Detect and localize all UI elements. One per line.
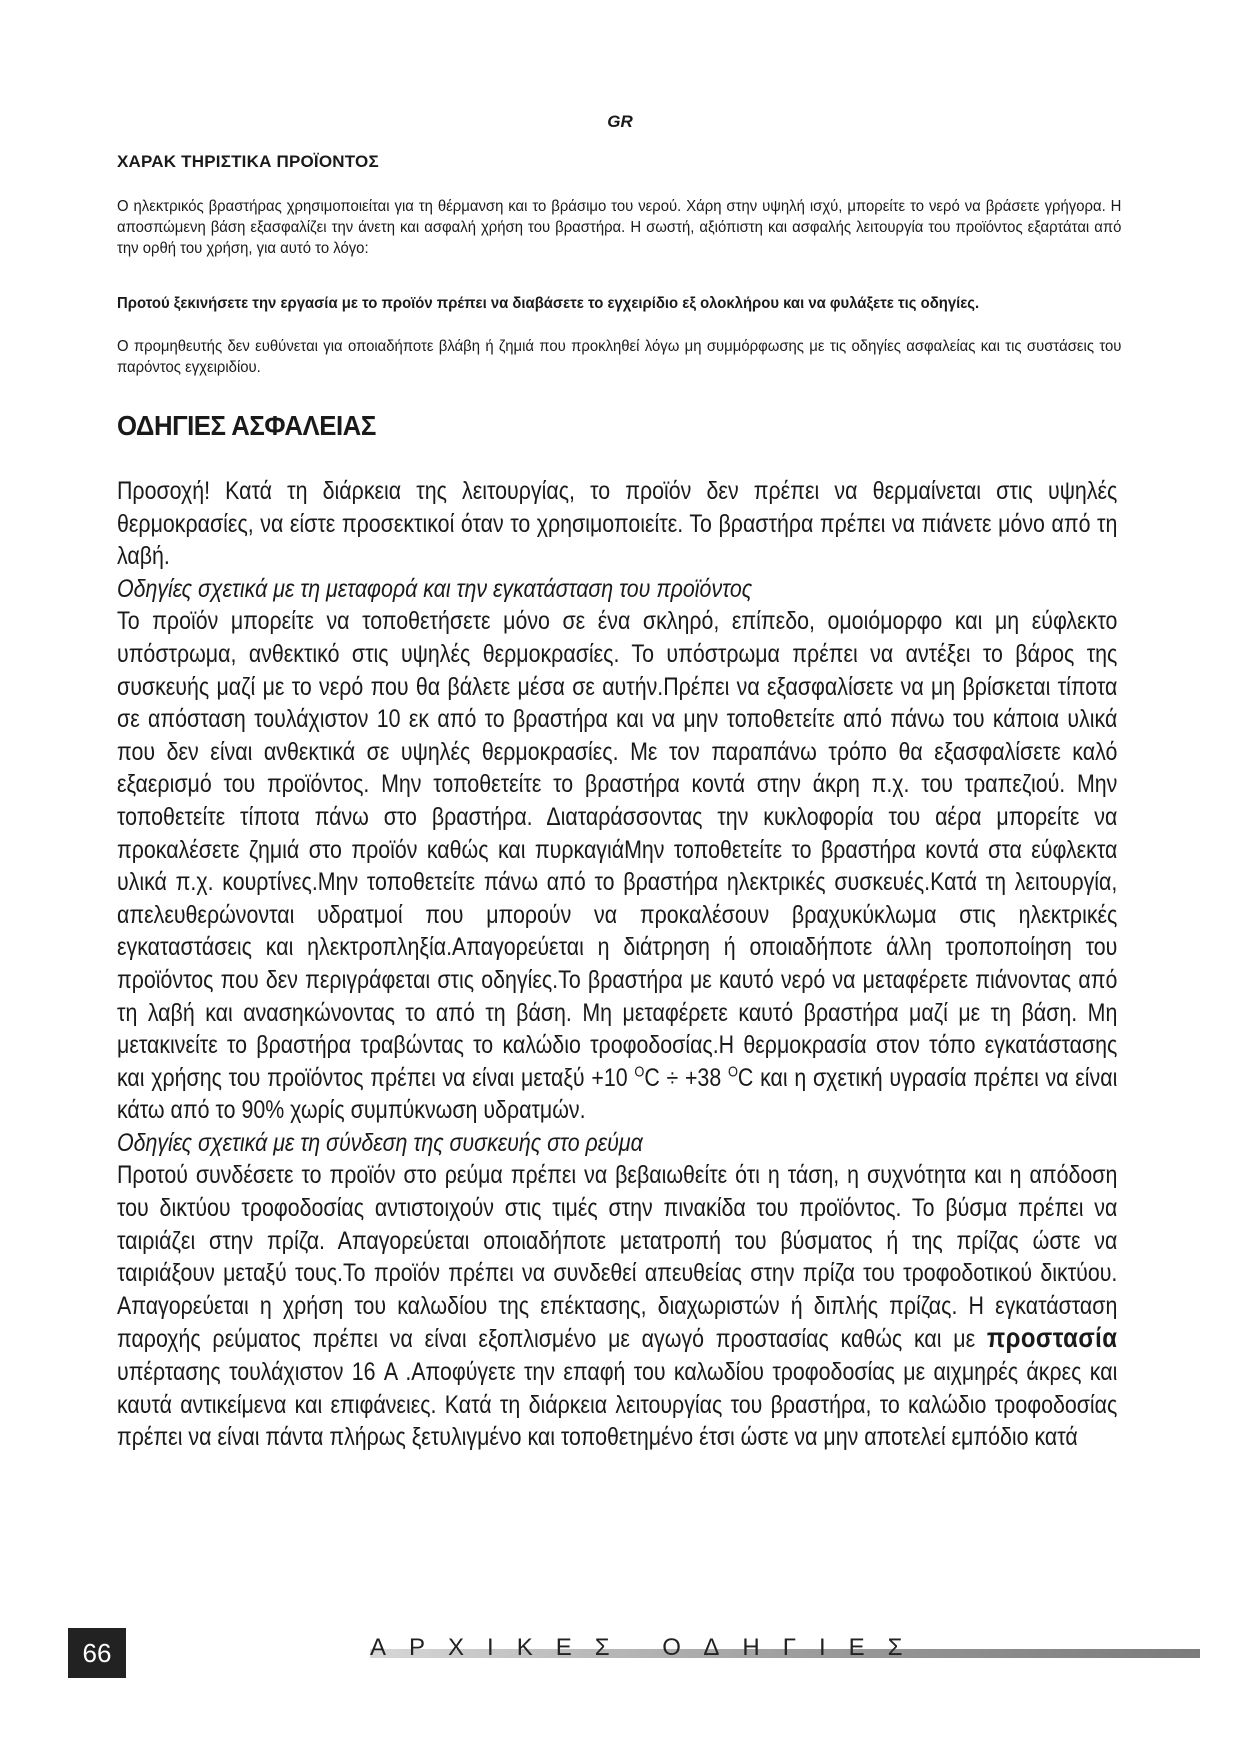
language-code: GR — [607, 112, 633, 131]
product-intro: Ο ηλεκτρικός βραστήρας χρησιμοποιείται για τη θέρμανση και το βράσιμο του νερού. Χάρη στην υψηλή ισχύ, μπορείτε το νερό να βράσετε γρήγορα. Η αποσπώμενη βάση εξασφαλίζει την άνετη και ασφαλή χρήση του βραστήρα. Η σωστή, αξιόπιστη και ασφαλής λειτουργία του προϊόντος εξαρτάται από την ορθή του χρήση, για αυτό το λόγο: — [117, 198, 1122, 257]
power-text-part-1: Προτού συνδέσετε το προϊόν στο ρεύμα πρέπει να βεβαιωθείτε ότι η τάση, η συχνότητα και η απόδοση του δικτύου τροφοδοσίας αντιστοιχούν στις τιμές στην πινακίδα του προϊόντος. Το βύσμα πρέπει να ταιριάζει στην πρίζα. Απαγορεύεται οποιαδήποτε μετατροπή του βύσματος ή της πρίζας ώστε να ταιριάξουν μεταξύ τους.Το προϊόν πρέπει να συνδεθεί απευθείας στην πρίζα του τροφοδοτικού δικτύου. Απαγορεύεται η χρήση του καλωδίου της επέκτασης, διαχωριστών ή διπλής πρίζας. Η εγκατάσταση παροχής ρεύματος πρέπει να είναι εξοπλισμένο με αγωγό προστασίας καθώς και με — [117, 1161, 1118, 1354]
transport-text-end: C και η σχετική υγρασία πρέπει να είναι κάτω από το 90% χωρίς συμπύκνωση υδρατμών. — [117, 1063, 1118, 1125]
transport-heading: Οδηγίες σχετικά με τη μεταφορά και την εγκατάσταση του προϊόντος — [117, 574, 753, 603]
temperature-range: C ÷ +38 — [644, 1063, 722, 1092]
degree-symbol: O — [634, 1063, 645, 1081]
safety-body — [117, 475, 1117, 1454]
read-manual-notice: Προτού ξεκινήσετε την εργασία με το προϊόν πρέπει να διαβάσετε το εγχειρίδιο εξ ολοκλήρου και να φυλάξετε τις οδηγίες. — [117, 295, 980, 312]
power-text — [117, 1159, 1117, 1453]
protection-emphasis: προστασία — [986, 1322, 1118, 1354]
transport-text — [117, 605, 1117, 1127]
degree-symbol: O — [727, 1063, 738, 1081]
safety-warning: Προσοχή! Κατά τη διάρκεια της λειτουργίας, το προϊόν δεν πρέπει να θερμαίνεται στις υψηλές θερμοκρασίες, να είστε προσεκτικοί όταν το χρησιμοποιείτε. Το βραστήρα πρέπει να πιάνετε μόνο από τη λαβή. — [117, 477, 1118, 571]
transport-text-main: Το προϊόν μπορείτε να τοποθετήσετε μόνο σε ένα σκληρό, επίπεδο, ομοιόμορφο και μη εύφλεκτο υπόστρωμα, ανθεκτικό στις υψηλές θερμοκρασίες. Το υπόστρωμα πρέπει να αντέξει το βάρος της συσκευής μαζί με το νερό που θα βάλετε μέσα σε αυτήν.Πρέπει να εξασφαλίσετε να μη βρίσκεται τίποτα σε απόσταση τουλάχιστον 10 εκ από το βραστήρα και να μην τοποθετείτε από πάνω του κάποια υλικά που δεν είναι ανθεκτικά σε υψηλές θερμοκρασίες. Με τον παραπάνω τρόπο θα εξασφαλίσετε καλό εξαερισμό του προϊόντος. Μην τοποθετείτε το βραστήρα κοντά στην άκρη π.χ. του τραπεζιού. Μην τοποθετείτε τίποτα πάνω στο βραστήρα. Διαταράσσοντας την κυκλοφορία του αέρα μπορείτε να προκαλέσετε ζημιά στο προϊόν καθώς και πυρκαγιάΜην τοποθετείτε το βραστήρα κοντά στα εύφλεκτα υλικά π.χ. κουρτίνες.Μην τοποθετείτε πάνω από το βραστήρα ηλεκτρικές συσκευές.Κατά τη λειτουργία, απελευθερώνονται υδρατμοί που μπορούν να προκαλέσουν βραχυκύκλωμα στις ηλεκτρικές εγκαταστάσεις και ηλεκτροπληξία.Απαγορεύεται η διάτρηση ή οποιαδήποτε άλλη τροποποίηση του προϊόντος που δεν περιγράφεται στις οδηγίες.Το βραστήρα με καυτό νερό να μεταφέρετε πιάνοντας από τη λαβή και ανασηκώνοντας το από τη βάση. Μη μεταφέρετε καυτό βραστήρα μαζί με τη βάση. Μη μετακινείτε το βραστήρα τραβώντας το καλώδιο τροφοδοσίας.Η θερμοκρασία στον τόπο εγκατάστασης και χρήσης του προϊόντος πρέπει να είναι μεταξύ +10 — [117, 607, 1118, 1092]
product-features-heading: ΧΑΡΑΚ ΤΗΡΙΣΤΙΚΑ ΠΡΟΪΟΝΤΟΣ — [117, 152, 379, 171]
power-text-part-2: υπέρτασης τουλάχιστον 16 A .Αποφύγετε την επαφή του καλωδίου τροφοδοσίας με αιχμηρές άκρες και καυτά αντικείμενα και επιφάνειες. Κατά τη διάρκεια λειτουργίας του βραστήρα, το καλώδιο τροφοδοσίας πρέπει να είναι πάντα πλήρως ξετυλιγμένο και τοποθετημένο έτσι ώστε να μην αποτελεί εμπόδιο κατά — [117, 1358, 1118, 1452]
footer-title: ΑΡΧΙΚΕΣ ΟΔΗΓΙΕΣ — [370, 1634, 926, 1661]
page-number: 66 — [68, 1628, 126, 1678]
safety-instructions-title: ΟΔΗΓΙΕΣ ΑΣΦΑΛΕΙΑΣ — [117, 410, 376, 441]
supplier-disclaimer: Ο προμηθευτής δεν ευθύνεται για οποιαδήποτε βλάβη ή ζημιά που προκληθεί λόγω μη συμμόρφωσης με τις οδηγίες ασφαλείας και τις συστάσεις του παρόντος εγχειριδίου. — [117, 338, 1122, 376]
power-heading: Οδηγίες σχετικά με τη σύνδεση της συσκευής στο ρεύμα — [117, 1128, 643, 1157]
